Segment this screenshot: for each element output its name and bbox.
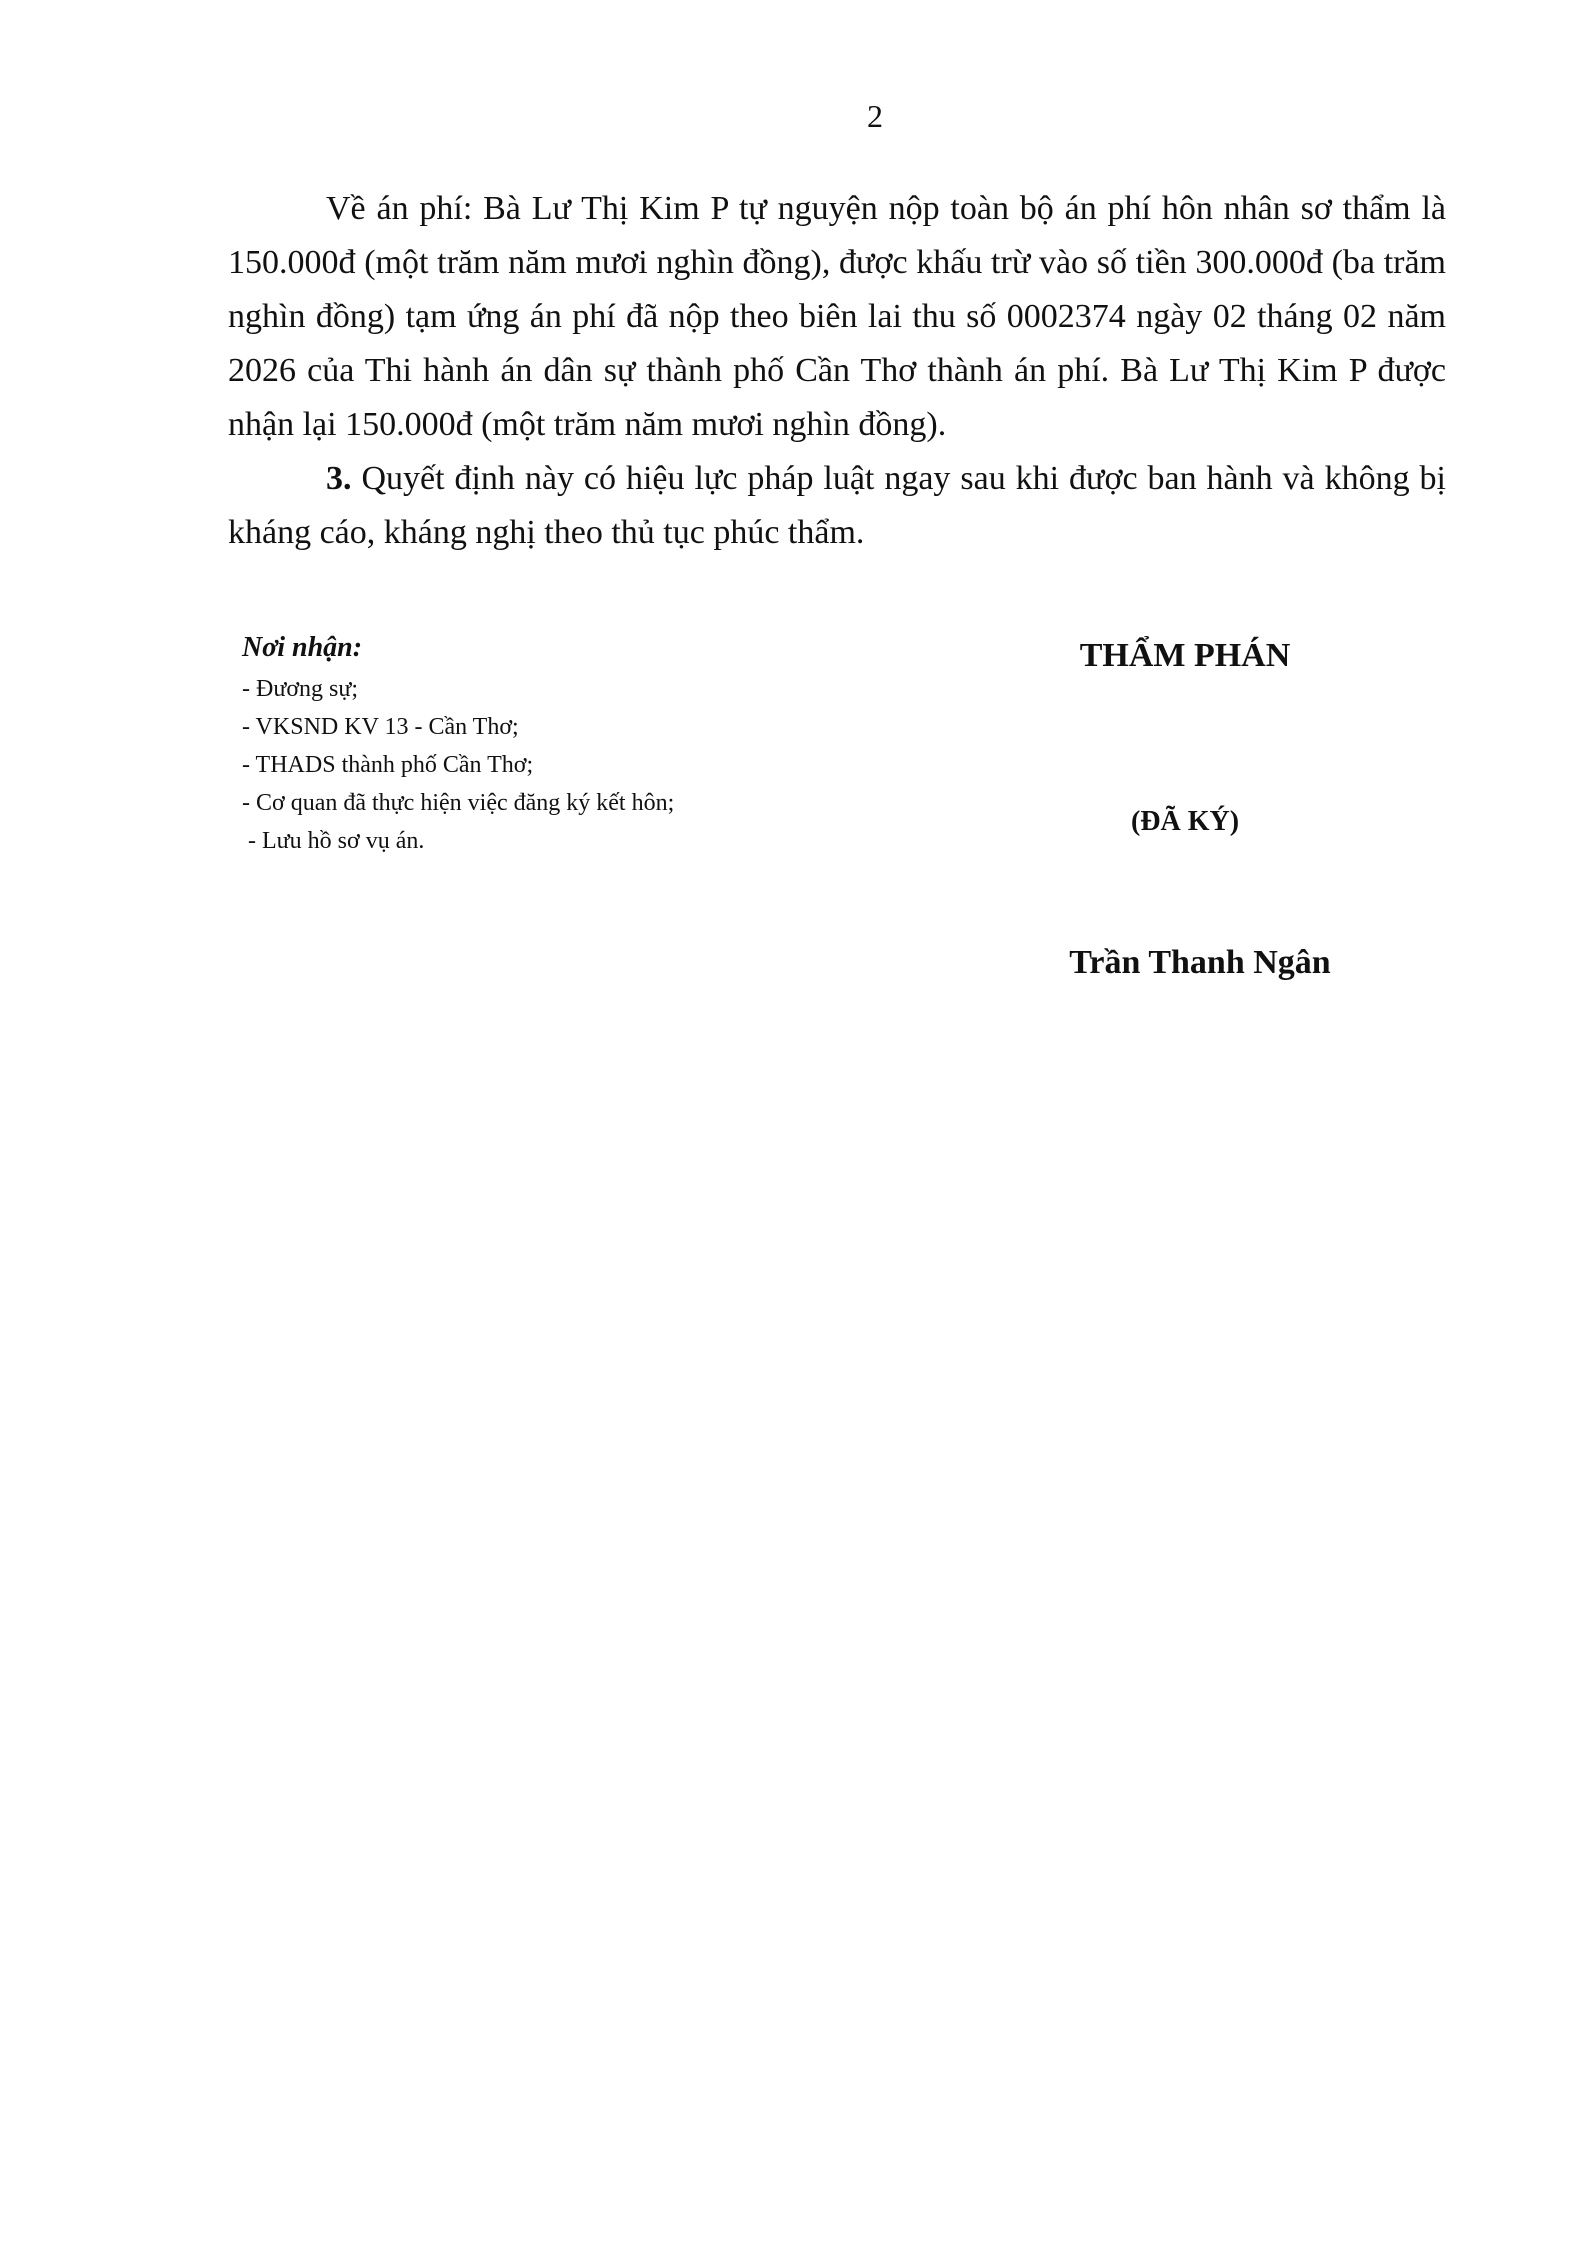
recipients-block — [242, 628, 862, 860]
recipient-item: - Đương sự; — [242, 676, 359, 702]
document-body — [228, 182, 1446, 560]
recipient-item: - THADS thành phố Cần Thơ; — [242, 752, 534, 778]
recipient-item: - Lưu hồ sơ vụ án. — [248, 828, 425, 854]
signer-name: Trần Thanh Ngân — [1069, 944, 1331, 981]
signature-block — [1000, 628, 1370, 988]
recipients-heading: Nơi nhận: — [242, 632, 363, 663]
paragraph-court-fee: Về án phí: Bà Lư Thị Kim P tự nguyện nộp toàn bộ án phí hôn nhân sơ thẩm là 150.000đ (một trăm năm mươi nghìn đồng), được khấu trừ vào số tiền 300.000đ (ba trăm nghìn đồng) tạm ứng án phí đã nộp theo biên lai thu số 0002374 ngày 02 tháng 02 năm 2026 của Thi hành án dân sự thành phố Cần Thơ thành án phí. Bà Lư Thị Kim P được nhận lại 150.000đ (một trăm năm mươi nghìn đồng). — [228, 190, 1446, 443]
recipient-item: - Cơ quan đã thực hiện việc đăng ký kết hôn; — [242, 790, 675, 816]
signed-note: (ĐÃ KÝ) — [1130, 806, 1240, 837]
paragraph-3-number: 3. — [326, 460, 352, 497]
paragraph-3-text: Quyết định này có hiệu lực pháp luật ngay sau khi được ban hành và không bị kháng cáo, kháng nghị theo thủ tục phúc thẩm. — [228, 460, 1446, 551]
signer-role: THẨM PHÁN — [1079, 637, 1291, 674]
paragraph-3 — [228, 452, 1446, 560]
recipient-item: - VKSND KV 13 - Cần Thơ; — [242, 714, 519, 740]
page-number: 2 — [867, 98, 883, 134]
